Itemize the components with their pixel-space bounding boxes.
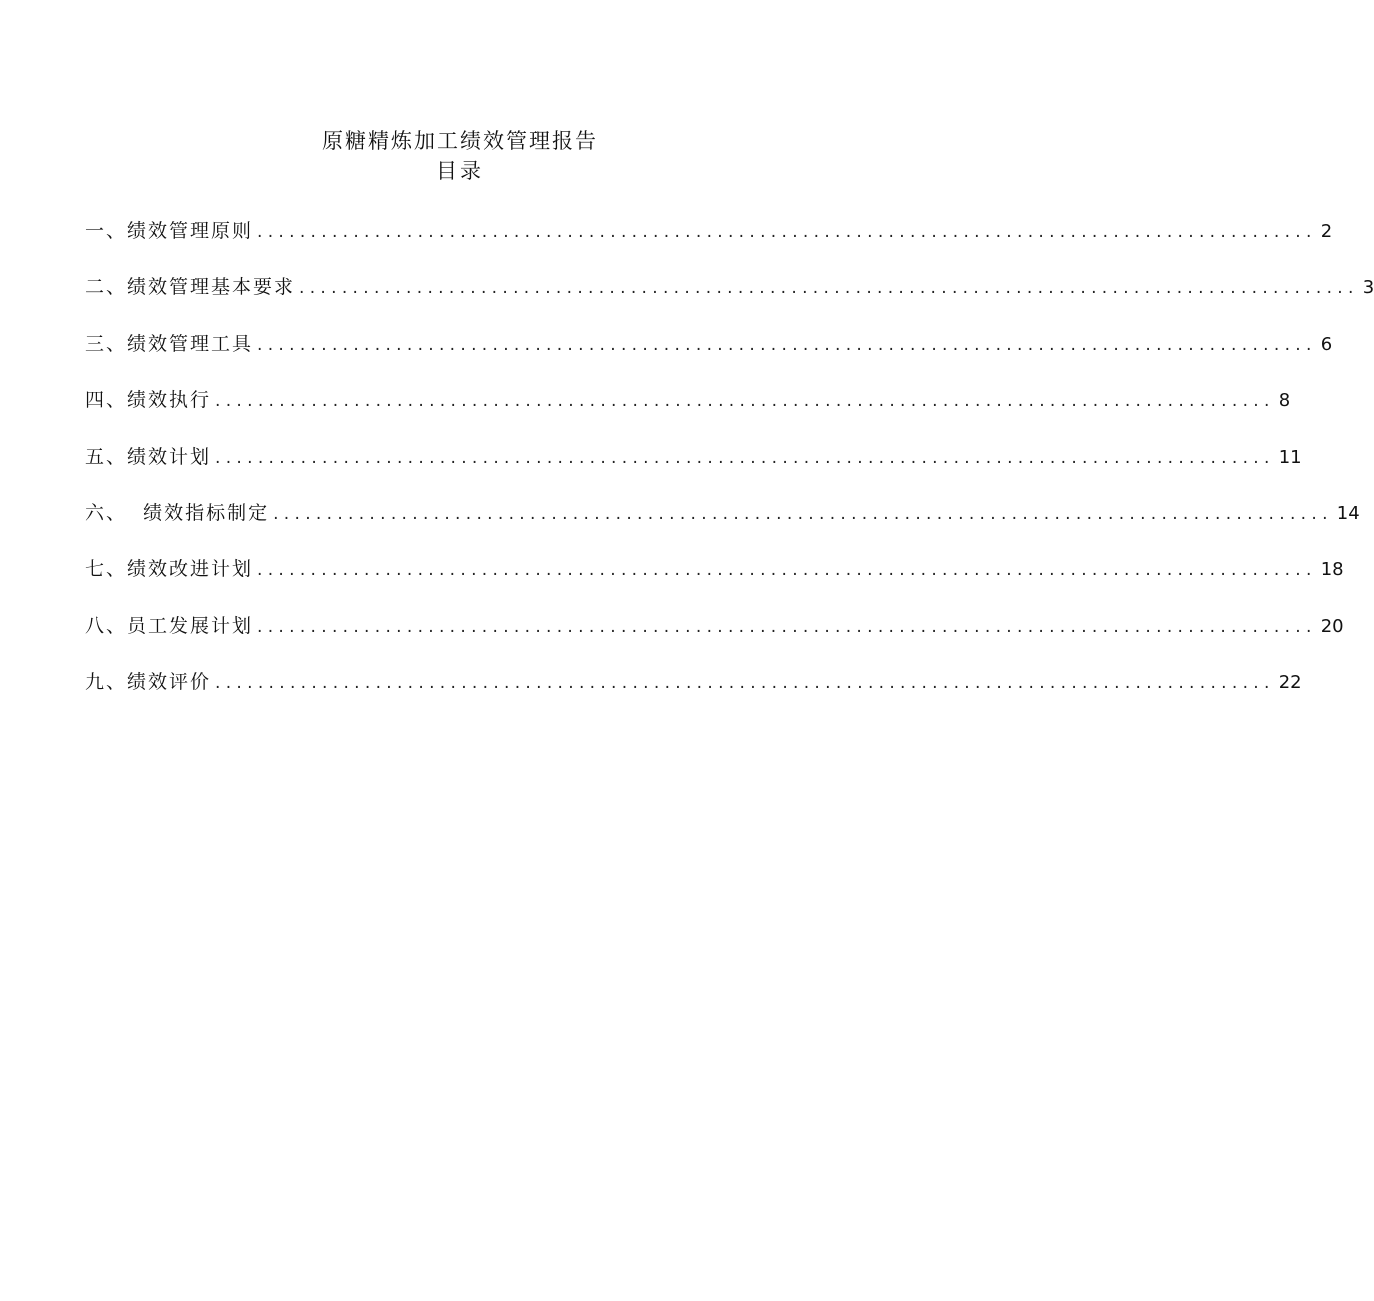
toc-entry[interactable]: [85, 326, 1333, 382]
toc-leader-dots: ...................................................................................................: [257, 560, 1317, 581]
toc-page-number: 2: [1320, 221, 1333, 242]
toc-leader-dots: ...................................................................................................: [257, 334, 1317, 355]
toc-leader-dots: ...................................................................................................: [273, 503, 1333, 524]
toc-entry-label: 八、员工发展计划: [85, 614, 254, 637]
toc-entry-label: 六、 绩效指标制定: [85, 501, 270, 524]
toc-page-number: 3: [1362, 277, 1374, 299]
toc-page-number: 11: [1278, 446, 1302, 468]
toc-entry[interactable]: [85, 664, 1302, 720]
toc-entry-label: 二、绩效管理基本要求: [85, 276, 296, 299]
toc-entry-label: 九、绩效评价: [85, 671, 212, 694]
toc-entry[interactable]: [85, 439, 1302, 495]
toc-page-number: 8: [1278, 390, 1291, 412]
toc-leader-dots: ...................................................................................................: [215, 391, 1275, 412]
toc-entry-label: 七、绩效改进计划: [85, 558, 254, 581]
toc-page-number: 20: [1320, 615, 1344, 637]
toc-heading: 目录: [436, 159, 484, 183]
toc-leader-dots: ...................................................................................................: [215, 673, 1275, 694]
toc-entry[interactable]: [85, 608, 1344, 664]
toc-leader-dots: ...................................................................................................: [257, 222, 1317, 242]
table-of-contents: [85, 213, 1374, 721]
toc-entry[interactable]: [85, 551, 1344, 607]
toc-leader-dots: ...................................................................................................: [215, 447, 1275, 468]
toc-page-number: 22: [1278, 672, 1302, 694]
toc-entry[interactable]: [85, 213, 1333, 269]
toc-entry-label: 五、绩效计划: [85, 445, 212, 468]
toc-page-number: 14: [1336, 502, 1360, 524]
toc-page-number: 6: [1320, 333, 1333, 355]
toc-entry[interactable]: [85, 382, 1291, 438]
toc-leader-dots: ...................................................................................................: [257, 616, 1317, 637]
toc-entry-label: 三、绩效管理工具: [85, 332, 254, 355]
toc-leader-dots: ...................................................................................................: [299, 278, 1359, 299]
toc-entry[interactable]: [85, 269, 1374, 325]
toc-entry-label: 四、绩效执行: [85, 389, 212, 412]
toc-page-number: 18: [1320, 559, 1344, 581]
toc-entry[interactable]: [85, 495, 1360, 551]
document-title: 原糖精炼加工绩效管理报告: [322, 129, 598, 153]
toc-entry-label: 一、绩效管理原则: [85, 220, 254, 242]
